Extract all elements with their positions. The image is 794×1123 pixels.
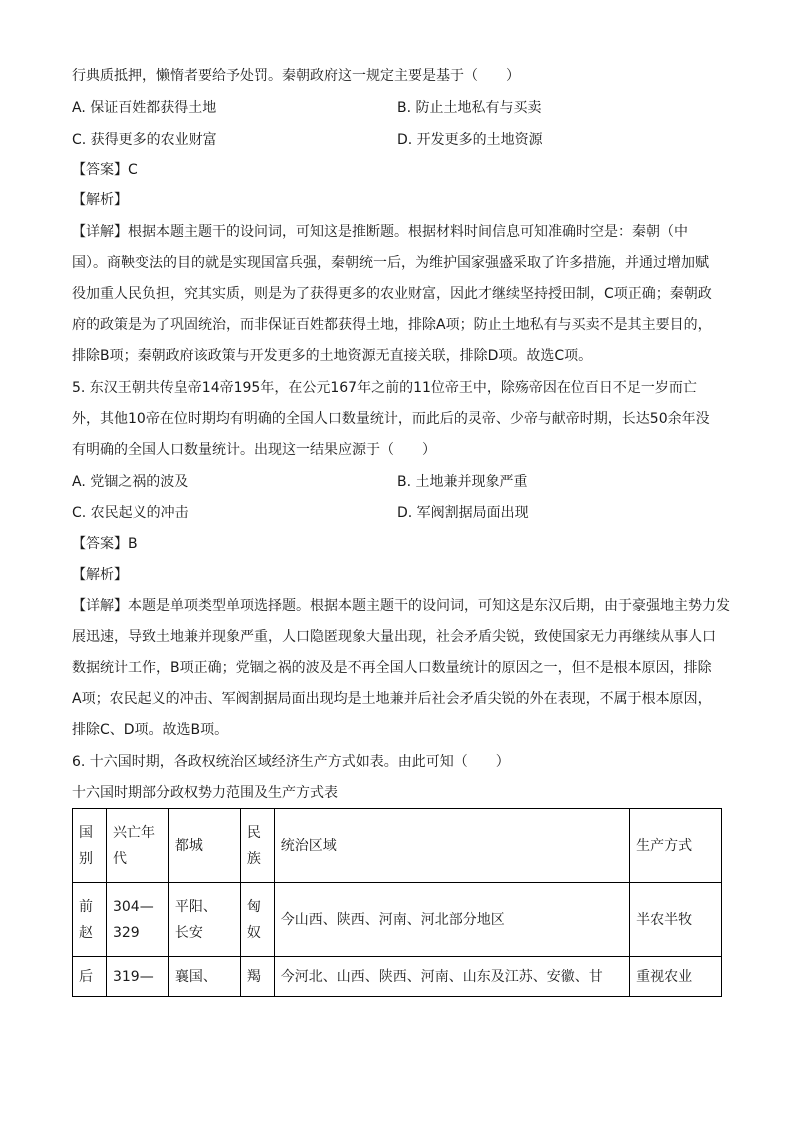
q4-detail-line: 国）。商鞅变法的目的就是实现国富兵强，秦朝统一后，为维护国家强盛采取了许多措施，并通过增加赋 [72, 255, 709, 271]
table-header-row [73, 809, 722, 883]
table-cell: 平阳、 长安 [168, 883, 240, 957]
q4-answer: 【答案】C [72, 162, 138, 178]
q4-detail-line: 排除B项；秦朝政府该政策与开发更多的土地资源无直接关联，排除D项。故选C项。 [72, 348, 593, 364]
q5-analysis-label: 【解析】 [72, 567, 128, 583]
header-cell: 生产方式 [630, 809, 722, 883]
q5-stem-line: 5. 东汉王朝共传皇帝14帝195年，在公元167年之前的11位帝王中，除殇帝因在位百日不足一岁而亡 [72, 380, 697, 396]
header-cell: 统治区域 [274, 809, 629, 883]
q4-detail-line: 府的政策是为了巩固统治，而非保证百姓都获得土地，排除A项；防止土地私有与买卖不是其主要目的， [72, 317, 712, 333]
q6-table-title: 十六国时期部分政权势力范围及生产方式表 [72, 785, 338, 801]
q5-option-a: A. 党锢之祸的波及 [72, 474, 189, 490]
q4-option-b: B. 防止土地私有与买卖 [397, 100, 542, 116]
q5-option-b: B. 土地兼并现象严重 [397, 474, 528, 490]
table-cell: 今河北、山西、陕西、河南、山东及江苏、安徽、甘 [274, 957, 629, 997]
header-cell: 兴亡年 代 [106, 809, 168, 883]
header-cell: 都城 [168, 809, 240, 883]
q5-stem-line: 外，其他10帝在位时期均有明确的全国人口数量统计，而此后的灵帝、少帝与献帝时期，长达50余年没 [72, 411, 710, 427]
table-cell: 今山西、陕西、河南、河北部分地区 [274, 883, 629, 957]
q4-option-a: A. 保证百姓都获得土地 [72, 100, 217, 116]
q5-detail-line: 展迅速，导致土地兼并现象严重，人口隐匿现象大量出现，社会矛盾尖锐，致使国家无力再继续从事人口 [72, 629, 716, 645]
q5-detail-line: 排除C、D项。故选B项。 [72, 722, 229, 738]
q4-stem-tail: 行典质抵押，懒惰者要给予处罚。秦朝政府这一规定主要是基于（ ） [72, 68, 520, 84]
q5-detail-line: 【详解】本题是单项类型单项选择题。根据本题主题干的设问词，可知这是东汉后期，由于豪强地主势力发 [72, 598, 730, 614]
q5-detail-line: 数据统计工作，B项正确；党锢之祸的波及是不再全国人口数量统计的原因之一，但不是根本原因，排除 [72, 660, 712, 676]
q4-option-d: D. 开发更多的土地资源 [397, 132, 543, 148]
table-cell: 重视农业 [630, 957, 722, 997]
table-cell: 前 赵 [73, 883, 107, 957]
regime-table [72, 808, 722, 997]
table-cell: 304— 329 [106, 883, 168, 957]
table-row [73, 883, 722, 957]
q5-option-d: D. 军阀割据局面出现 [397, 505, 529, 521]
header-cell: 民 族 [240, 809, 274, 883]
q6-stem: 6. 十六国时期，各政权统治区域经济生产方式如表。由此可知（ ） [72, 754, 510, 770]
table-cell: 襄国、 [168, 957, 240, 997]
q5-stem-line: 有明确的全国人口数量统计。出现这一结果应源于（ ） [72, 442, 436, 458]
q4-detail-line: 役加重人民负担，究其实质，则是为了获得更多的农业财富，因此才继续坚持授田制，C项正确；秦朝政 [72, 286, 712, 302]
q5-answer: 【答案】B [72, 536, 138, 552]
table-cell: 319— [106, 957, 168, 997]
table-cell: 后 [73, 957, 107, 997]
q5-option-c: C. 农民起义的冲击 [72, 505, 189, 521]
q4-detail-line: 【详解】根据本题主题干的设问词，可知这是推断题。根据材料时间信息可知准确时空是：秦朝（中 [72, 224, 688, 240]
q4-analysis-label: 【解析】 [72, 192, 128, 208]
table-cell: 半农半牧 [630, 883, 722, 957]
table-cell: 匈 奴 [240, 883, 274, 957]
q5-detail-line: A项；农民起义的冲击、军阀割据局面出现均是土地兼并后社会矛盾尖锐的外在表现，不属于根本原因， [72, 691, 712, 707]
table-row [73, 957, 722, 997]
q4-option-c: C. 获得更多的农业财富 [72, 132, 217, 148]
header-cell: 国 别 [73, 809, 107, 883]
table-cell: 羯 [240, 957, 274, 997]
